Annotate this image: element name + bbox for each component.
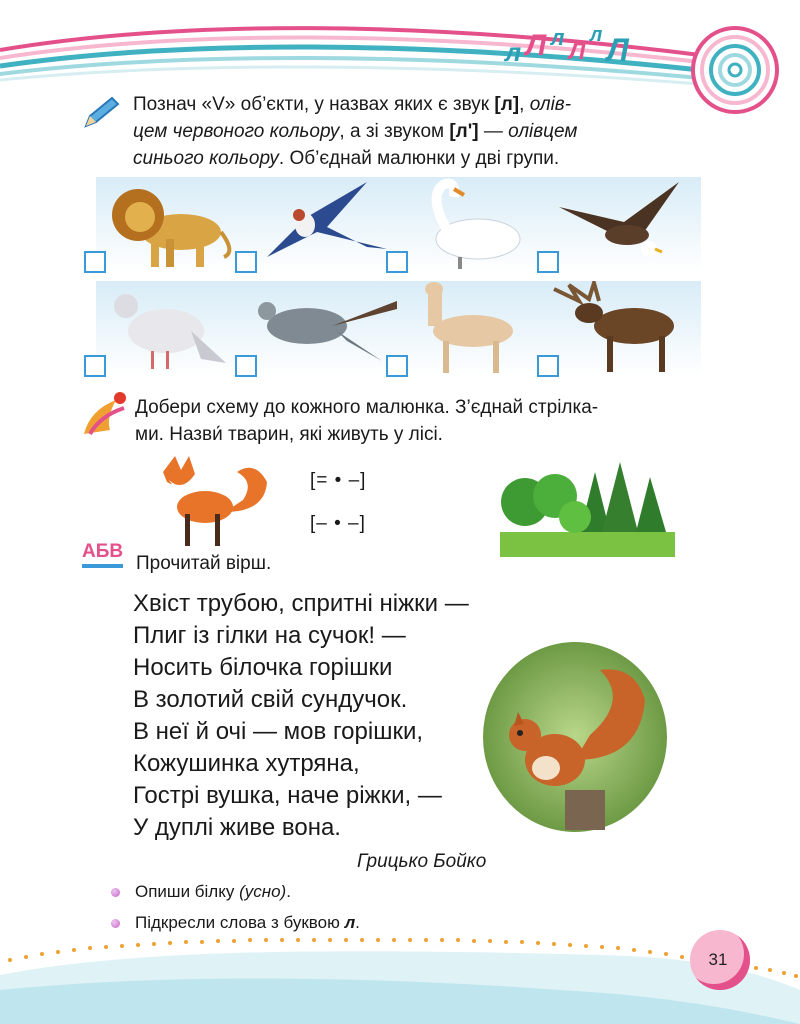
forest-picture (500, 462, 675, 557)
header-letter: л (550, 25, 565, 50)
firebird-icon (80, 390, 132, 438)
checkbox-lion[interactable] (84, 251, 106, 273)
bullet-underline: Підкресли слова з буквою л. (135, 913, 360, 932)
poem-line: Кожушинка хутряна, (133, 750, 360, 777)
pencil-icon (82, 94, 122, 130)
scheme-first[interactable]: [= • –] (310, 470, 367, 491)
fox-picture (155, 452, 275, 552)
spiral-icon (690, 25, 780, 115)
footer-dots (0, 930, 800, 980)
lion-picture (96, 177, 248, 273)
bullet-dot (111, 888, 120, 897)
header-letter: Л (606, 32, 629, 68)
poem-line: У дуплі живе вона. (133, 814, 341, 841)
dove-picture (96, 281, 248, 377)
bullet-dot (111, 919, 120, 928)
moose-picture (549, 281, 701, 377)
header-letter: Л (568, 38, 586, 65)
poem-line: Носить білочка горішки (133, 654, 393, 681)
checkbox-cuckoo[interactable] (235, 355, 257, 377)
checkbox-swallow[interactable] (235, 251, 257, 273)
header-letter: л (505, 37, 522, 67)
llama-picture (398, 281, 550, 377)
cuckoo-picture (247, 281, 399, 377)
poem-line: Гострі вушка, наче ріжки, — (133, 782, 442, 809)
checkbox-eagle[interactable] (537, 251, 559, 273)
checkbox-moose[interactable] (537, 355, 559, 377)
task2-text: Добери схему до кожного малюнка. З’єднай стрілка- ми. Назви́ тварин, які живуть у лісі. (135, 397, 599, 445)
abc-book-icon: АБВ (82, 541, 123, 568)
poem-author: Грицько Бойко (357, 851, 487, 872)
poem-line: Плиг із гілки на сучок! — (133, 622, 406, 649)
page-number: 31 (708, 950, 728, 969)
poem-line: Хвіст трубою, спритні ніжки — (133, 590, 469, 617)
checkbox-swan[interactable] (386, 251, 408, 273)
task1-text: Познач «V» об’єкти, у назвах яких є звук [л], олів- цем червоного кольору, а зі звуком [л'] — олівцем синього кольору. Об’єднай малюнки у дві групи. (133, 94, 578, 169)
swallow-picture (247, 177, 399, 273)
bullet-describe: Опиши білку (усно). (135, 882, 291, 901)
poem-line: В неї й очі — мов горішки, (133, 718, 424, 745)
header-letter: л (589, 24, 603, 46)
header-letter: Л (525, 29, 547, 62)
checkbox-dove[interactable] (84, 355, 106, 377)
header-letters (505, 22, 629, 68)
squirrel-picture (480, 640, 670, 835)
scheme-second[interactable]: [– • –] (310, 513, 366, 534)
poem (133, 588, 469, 844)
checkbox-llama[interactable] (386, 355, 408, 377)
task3-label: Прочитай вірш. (136, 553, 272, 574)
eagle-picture (549, 177, 701, 273)
swan-picture (398, 177, 550, 273)
poem-line: В золотий свій сундучок. (133, 686, 408, 713)
